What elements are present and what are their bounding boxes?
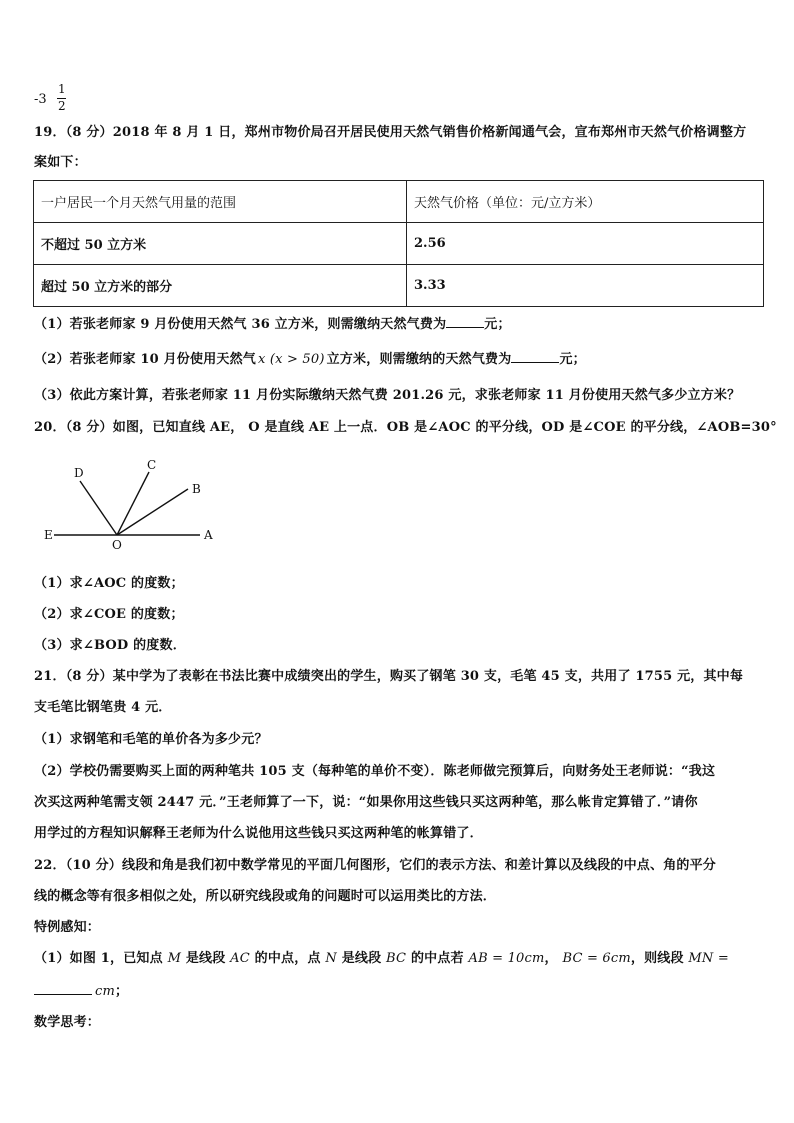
answer-blank[interactable]: [34, 982, 92, 995]
math-var: M: [167, 951, 182, 966]
math-var: BC: [386, 951, 407, 966]
ray-oc: [117, 472, 149, 535]
table-row: [34, 181, 764, 223]
table-cell: 2.56: [407, 223, 764, 265]
table-header-cell: 一户居民一个月天然气用量的范围: [34, 181, 407, 223]
math-expr: AB = 10cm: [468, 951, 545, 966]
q22-part1-text: 是线段: [341, 951, 382, 966]
q19-part1-unit: 元；: [484, 317, 511, 332]
angle-figure: [40, 455, 230, 555]
table-cell: 不超过 50 立方米: [34, 223, 407, 265]
math-var: AC: [230, 951, 250, 966]
table-row: [34, 265, 764, 307]
q20-part3: （3）求∠BOD 的度数．: [34, 638, 186, 653]
q19-part2-math: x (x > 50): [258, 352, 325, 367]
gas-price-table: [33, 180, 764, 307]
q19-part2-text: （2）若张老师家 10 月份使用天然气: [34, 352, 256, 367]
q22-section-heading-1: 特例感知：: [34, 920, 101, 935]
math-expr: MN =: [688, 951, 729, 966]
q19-part2: [34, 350, 586, 369]
q21-part2-line3: 用学过的方程知识解释王老师为什么说他用这些钱只买这两种笔的帐算错了．: [34, 826, 483, 841]
label-c: C: [147, 458, 157, 472]
answer-blank[interactable]: [446, 315, 484, 328]
table-cell: 3.33: [407, 265, 764, 307]
fraction-numerator: 1: [58, 82, 66, 96]
q21-part2-line1: （2）学校仍需要购买上面的两种笔共 105 支（每种笔的单价不变）．陈老师做完预算后，向财务处王老师说：“我这: [34, 764, 716, 779]
q19-part1-text: （1）若张老师家 9 月份使用天然气 36 立方米，则需缴纳天然气费为: [34, 317, 447, 332]
q21-part1: （1）求钢笔和毛笔的单价各为多少元？: [34, 732, 268, 747]
q19-part2-unit: 元；: [559, 352, 586, 367]
math-var: N: [325, 951, 337, 966]
q22-part1-text: （1）如图 1，已知点: [34, 951, 163, 966]
q22-part1-text: 的中点若: [410, 951, 464, 966]
table-row: [34, 223, 764, 265]
q22-stem-line2: 线的概念等有很多相似之处，所以研究线段或角的问题时可以运用类比的方法．: [34, 889, 497, 904]
q22-stem-line1: 22．（10 分）线段和角是我们初中数学常见的平面几何图形，它们的表示方法、和差计算以及线段的中点、角的平分: [34, 858, 717, 873]
answer-blank[interactable]: [511, 350, 559, 363]
table-header-cell: 天然气价格（单位：元/立方米）: [407, 181, 764, 223]
label-d: D: [74, 466, 84, 480]
q21-stem-line2: 支毛笔比钢笔贵 4 元．: [34, 700, 172, 715]
label-b: B: [192, 482, 201, 496]
math-expr: BC = 6cm: [562, 951, 631, 966]
q19-stem-line2: 案如下：: [34, 155, 87, 170]
unit-cm: cm: [95, 984, 116, 999]
table-cell: 超过 50 立方米的部分: [34, 265, 407, 307]
fraction-denominator: 2: [58, 99, 66, 113]
q19-part3: （3）依此方案计算，若张老师家 11 月份实际缴纳天然气费 201.26 元，求张老师家 11 月份使用天然气多少立方米？: [34, 388, 741, 403]
ray-ob: [117, 489, 188, 535]
q20-part1: （1）求∠AOC 的度数；: [34, 576, 184, 591]
q19-part2-text2: 立方米，则需缴纳的天然气费为: [326, 352, 512, 367]
q20-stem: 20．（8 分）如图，已知直线 AE， O 是直线 AE 上一点．OB 是∠AOC 的平分线，OD 是∠COE 的平分线，∠AOB=30°: [34, 420, 777, 435]
q22-part1: [34, 950, 729, 968]
label-e: E: [44, 528, 53, 542]
punct: ；: [115, 984, 129, 999]
punct: ，: [544, 951, 558, 966]
q20-part2: （2）求∠COE 的度数；: [34, 607, 184, 622]
q21-part2-line2: 次买这两种笔需支领 2447 元．”王老师算了一下，说：“如果你用这些钱只买这两种笔，那么帐肯定算错了．”请你: [34, 795, 698, 810]
q19-stem-line1: 19．（8 分）2018 年 8 月 1 日，郑州市物价局召开居民使用天然气销售价格新闻通气会，宣布郑州市天然气价格调整方: [34, 125, 747, 140]
label-a: A: [204, 528, 213, 542]
q22-part1-text: 是线段: [185, 951, 226, 966]
fraction-whole: -3: [34, 92, 47, 107]
ray-od: [80, 481, 117, 535]
q22-part1-answer-line: [34, 982, 128, 1001]
q22-part1-text: 的中点，点: [254, 951, 321, 966]
q22-part1-text: ，则线段: [630, 951, 684, 966]
q21-stem-line1: 21．（8 分）某中学为了表彰在书法比赛中成绩突出的学生，购买了钢笔 30 支，毛笔 45 支，共用了 1755 元，其中每: [34, 669, 744, 684]
q19-part1: [34, 315, 511, 334]
q22-section-heading-2: 数学思考：: [34, 1015, 101, 1030]
label-o: O: [112, 538, 122, 552]
